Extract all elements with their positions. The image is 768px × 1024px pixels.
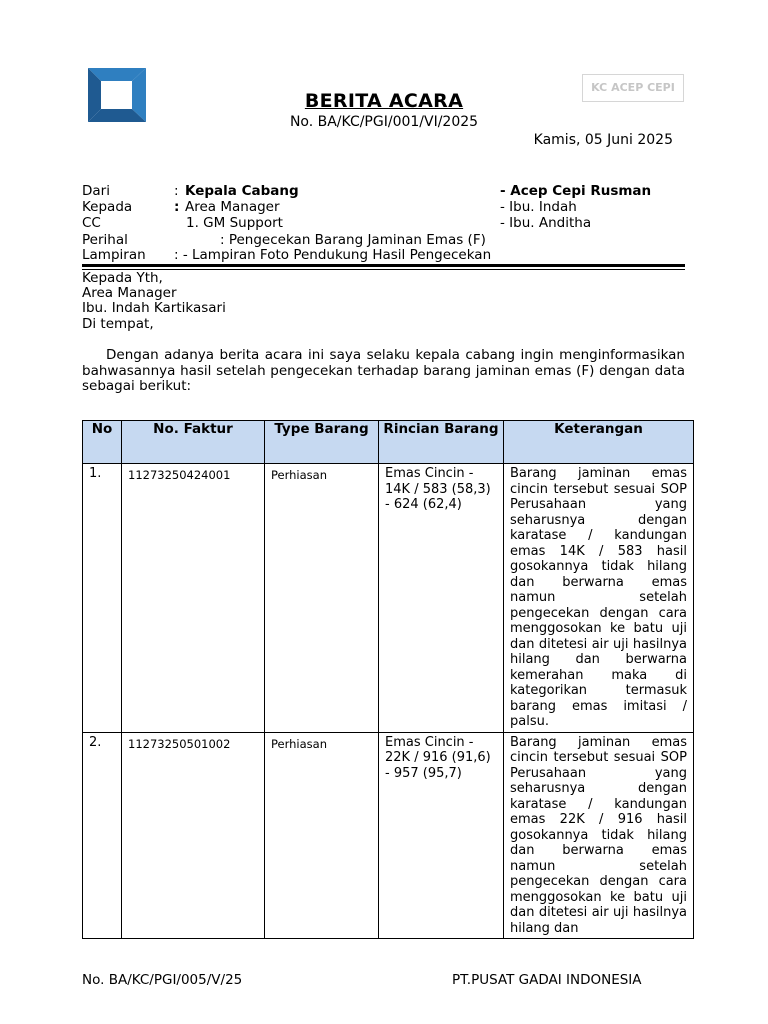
value-kepada: Area Manager [185, 199, 280, 215]
cell-rincian: Emas Cincin - 22K / 916 (91,6) - 957 (95,7) [379, 732, 504, 939]
label-cc: CC [82, 215, 101, 231]
document-number: No. BA/KC/PGI/001/VI/2025 [289, 114, 479, 130]
footer-doc-number: No. BA/KC/PGI/005/V/25 [82, 972, 243, 988]
cell-faktur: 11273250501002 [122, 732, 265, 939]
address-line-3: Ibu. Indah Kartikasari [82, 300, 226, 316]
value-cc: 1. GM Support [186, 215, 283, 231]
person-kepada: - Ibu. Indah [500, 199, 577, 215]
header-divider-thin [82, 269, 685, 270]
cell-no: 1. [83, 464, 122, 733]
label-lampiran: Lampiran [82, 247, 146, 263]
value-lampiran: : - Lampiran Foto Pendukung Hasil Pengecekan [174, 247, 492, 263]
table-row [83, 732, 694, 939]
header-no: No [83, 421, 122, 464]
document-date: Kamis, 05 Juni 2025 [533, 132, 673, 148]
footer-company: PT.PUSAT GADAI INDONESIA [452, 972, 642, 988]
cell-no: 2. [83, 732, 122, 939]
header-type: Type Barang [265, 421, 379, 464]
header-rincian: Rincian Barang [379, 421, 504, 464]
table-header-row [83, 421, 694, 464]
cell-keterangan: Barang jaminan emas cincin tersebut sesuai SOP Perusahaan yang seharusnya dengan karatase / kandungan emas 14K / 583 hasil gosokannya tidak hilang dan berwarna emas namun setelah pengecekan dengan cara menggosokan ke batu uji dan ditetesi air uji hasilnya hilang dan berwarna kemerahan maka di kategorikan termasuk barang emas imitasi / palsu. [504, 464, 694, 733]
document-title: BERITA ACARA [304, 90, 464, 112]
person-dari: - Acep Cepi Rusman [500, 183, 652, 199]
address-line-2: Area Manager [82, 285, 177, 301]
intro-text: Dengan adanya berita acara ini saya selaku kepala cabang ingin menginformasikan bahwasannya hasil setelah pengecekan terhadap barang jaminan emas (F) dengan data sebagai berikut: [82, 347, 685, 395]
value-dari: Kepala Cabang [185, 183, 299, 199]
address-line-1: Kepada Yth, [82, 270, 163, 286]
cell-type: Perhiasan [265, 732, 379, 939]
colon-kepada: : [174, 199, 180, 215]
items-table [82, 420, 694, 939]
cell-faktur: 11273250424001 [122, 464, 265, 733]
header-divider-thick [82, 264, 685, 267]
cell-keterangan: Barang jaminan emas cincin tersebut sesuai SOP Perusahaan yang seharusnya dengan karatase / kandungan emas 22K / 916 hasil gosokannya tidak hilang dan berwarna emas namun setelah pengecekan dengan cara menggosokan ke batu uji dan ditetesi air uji hasilnya hilang dan [504, 732, 694, 939]
cell-rincian: Emas Cincin - 14K / 583 (58,3) - 624 (62,4) [379, 464, 504, 733]
header-faktur: No. Faktur [122, 421, 265, 464]
table-row [83, 464, 694, 733]
label-dari: Dari [82, 183, 110, 199]
value-perihal: : Pengecekan Barang Jaminan Emas (F) [220, 232, 486, 248]
branch-stamp: KC ACEP CEPI [582, 74, 684, 102]
label-perihal: Perihal [82, 232, 128, 248]
person-cc: - Ibu. Anditha [500, 215, 592, 231]
colon-dari: : [174, 183, 179, 199]
address-line-4: Di tempat, [82, 316, 154, 332]
label-kepada: Kepada [82, 199, 133, 215]
intro-paragraph [82, 348, 685, 395]
header-keterangan: Keterangan [504, 421, 694, 464]
cell-type: Perhiasan [265, 464, 379, 733]
